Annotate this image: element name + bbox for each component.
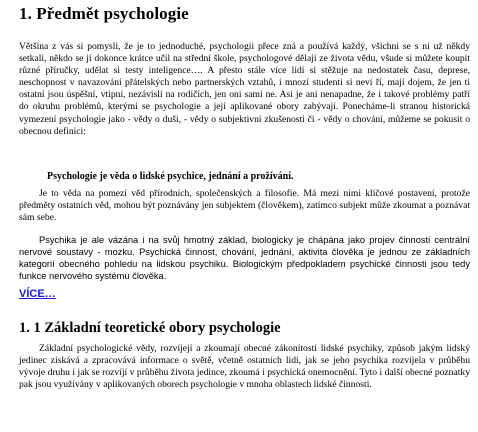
intro-paragraph: Většina z vás si pomysli, že je to jednoduché, psychologii přece zná a používá každý, všichni se s ní už někdy setkali, někdo se jí dokonce krátce učil na střední škole, psychologové dělají ze života vědu, všude si můžete koupit různé příručky, udělat si testy inteligence…. A přesto stále více lidí si stěžuje na nedostatek času, deprese, neschopnost v navazování přátelských nebo partnerských vztahů, i mnozí studenti si neví ří, mají dojem, že jen ti ostatní jsou úspěšní, vtipní, nezávislí na rodičích, jen oni sami ne. Asi je ani nenapadne, že i takové problémy patří do okruhu problémů, kterými se psychologie a její aplikované obory zabývají. Ponecháme-li stranou historická vymezení psychologie jako - vědy o duši, - vědy o subjektivní zkušenosti či - vědy o chování, můžeme se pokusit o obecnou definici: <box>19 41 470 137</box>
subsection-title: 1. 1 Základní teoretické obory psychologie <box>19 320 281 336</box>
subsection-paragraph: Základní psychologické vědy, rozvíjejí a zkoumají obecné zákonitosti lidské psychiky, způsob jakým lidský jedinec získává a zpracovává informace o světě, včetně ostatních lidí, jak se jeho psychika rozvíjela v průběhu vývoje druhu i jak se rozvíjí v průběhu života jedince, zkoumá i psychická onemocnění. Tyto i další obecné poznatky pak jsou využívány v aplikovaných oborech psychologie v mnoha oblastech lidské činnosti. <box>19 343 470 391</box>
definition-statement: Psychologie je věda o lidské psychice, jednání a prožívání. <box>47 171 294 182</box>
paragraph-bodily-base: Psychika je ale vázána i na svůj hmotný základ, biologicky je chápána jako projev činnosti centrální nervové soustavy - mozku. Psychická činnost, chování, jednání, aktivita člověka je jednou ze základních kategorií obecného pohledu na lidskou psychiku. Biologickým předpokladem psychické činnosti jsou tedy funkce nervového systému člověka. <box>19 235 470 282</box>
paragraph-position: Je to věda na pomezí věd přírodních, společenských a filosofie. Má mezi nimi klíčové postavení, protože předměty ostatních věd, mohou být poznávány jen subjektem (člověkem), zatímco subjekt může zkoumat a poznávat sám sebe. <box>19 188 470 224</box>
more-link[interactable]: VÍCE… <box>19 288 56 300</box>
section-title: 1. Předmět psychologie <box>19 4 189 23</box>
